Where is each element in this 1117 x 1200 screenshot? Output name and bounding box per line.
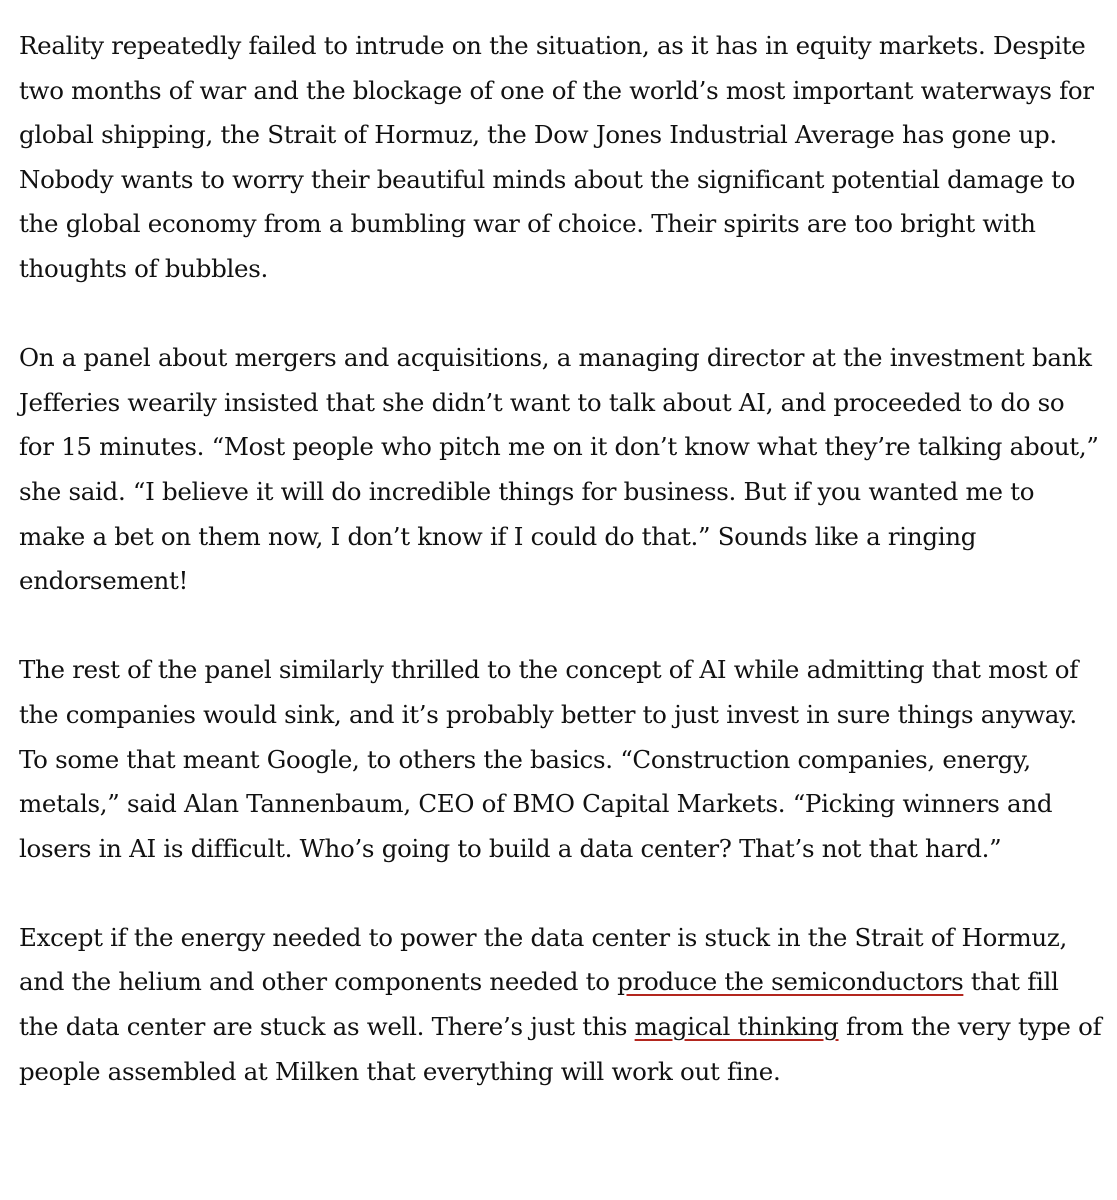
magical-thinking-link[interactable]: magical thinking [634, 1012, 839, 1042]
paragraph-3: The rest of the panel similarly thrilled to the concept of AI while admitting that most of the companies would sink, and it’s probably better to just invest in sure things anyway. To some that meant Google, to others the basics. “Construction companies, energy, metals,” said Alan Tannenbaum, CEO of BMO Capital Markets. “Picking winners and losers in AI is difficult. Who’s going to build a data center? That’s not that hard.” [19, 655, 1079, 863]
paragraph-1: Reality repeatedly failed to intrude on the situation, as it has in equity markets. Despite two months of war and the blockage of one of the world’s most important waterways for global shipping, the Strait of Hormuz, the Dow Jones Industrial Average has gone up. Nobody wants to worry their beautiful minds about the significant potential damage to the global economy from a bumbling war of choice. Their spirits are too bright with thoughts of bubbles. [19, 31, 1094, 283]
paragraph-4-text-3: from the very type of people assembled at Milken that everything will work out fine. [19, 1012, 1102, 1086]
paragraph-2: On a panel about mergers and acquisitions, a managing director at the investment bank Jefferies wearily insisted that she didn’t want to talk about AI, and proceeded to do so for 15 minutes. “Most people who pitch me on it don’t know what they’re talking about,” she said. “I believe it will do incredible things for business. But if you wanted me to make a bet on them now, I don’t know if I could do that.” Sounds like a ringing endorsement! [19, 343, 1099, 596]
produce-semiconductors-link[interactable]: produce the semiconductors [617, 967, 964, 997]
paragraph-4-text-1: Except if the energy needed to power the data center is stuck in the Strait of Hormuz, and the helium and other components needed to [19, 922, 1067, 997]
paragraph-4 [19, 916, 1103, 1094]
paragraph-4-text-2: that fill the data center are stuck as well. There’s just this [19, 967, 1059, 1042]
